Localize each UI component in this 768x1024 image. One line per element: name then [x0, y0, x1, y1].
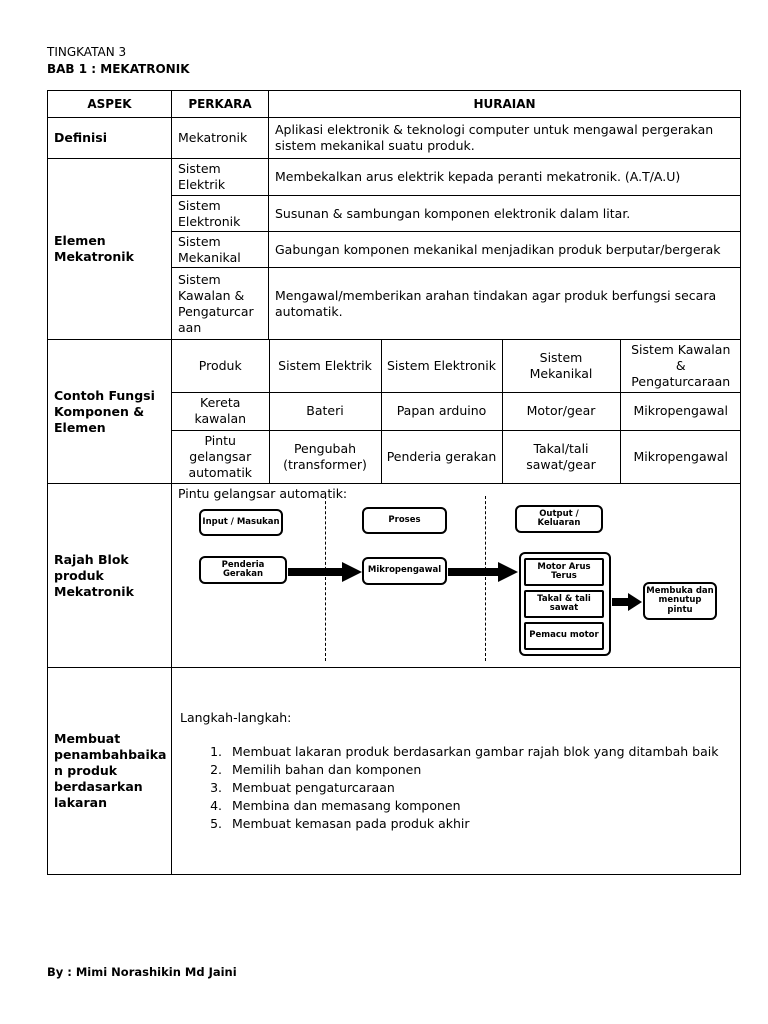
steps-cell — [172, 668, 741, 875]
result-box: Membuka dan menutup pintu — [643, 582, 717, 620]
table-row — [172, 392, 741, 430]
notes-table — [47, 90, 741, 875]
level-label: TINGKATAN 3 — [47, 45, 127, 59]
contoh-cell-mekanikal: Motor/gear — [502, 392, 620, 430]
perkara-kawalan: Sistem Kawalan & Pengaturcar aan — [172, 268, 269, 340]
contoh-cell-produk: Kereta kawalan — [172, 392, 269, 430]
aspek-elemen: Elemen Mekatronik — [48, 159, 172, 340]
contoh-col-elektronik: Sistem Elektronik — [381, 340, 502, 392]
chapter-title: BAB 1 : MEKATRONIK — [47, 62, 190, 76]
perkara-mekatronik: Mekatronik — [172, 118, 269, 159]
table-header-row — [48, 91, 741, 118]
list-item: 3. Membuat pengaturcaraan — [226, 779, 740, 797]
contoh-col-elektrik: Sistem Elektrik — [269, 340, 381, 392]
contoh-col-produk: Produk — [172, 340, 269, 392]
aspek-definisi: Definisi — [48, 118, 172, 159]
list-item: 2. Memilih bahan dan komponen — [226, 761, 740, 779]
row-rajah — [48, 484, 741, 668]
output-item-takal: Takal & tali sawat — [524, 590, 604, 618]
list-item: 4. Membina dan memasang komponen — [226, 797, 740, 815]
huraian-elektronik: Susunan & sambungan komponen elektronik dalam litar. — [269, 196, 741, 232]
contoh-cell-elektronik: Papan arduino — [381, 392, 502, 430]
author-footer: By : Mimi Norashikin Md Jaini — [47, 965, 237, 979]
arrow-right-icon — [448, 561, 520, 583]
contoh-col-mekanikal: Sistem Mekanikal — [502, 340, 620, 392]
steps-intro: Langkah-langkah: — [180, 710, 292, 725]
huraian-mekanikal: Gabungan komponen mekanikal menjadikan produk berputar/bergerak — [269, 232, 741, 268]
contoh-col-kawalan: Sistem Kawalan & Pengaturcaraan — [620, 340, 741, 392]
output-label-box: Output / Keluaran — [515, 505, 603, 533]
contoh-header-row — [172, 340, 741, 392]
contoh-cell-kawalan: Mikropengawal — [620, 430, 741, 483]
arrow-right-icon — [612, 593, 644, 611]
input-label-box: Input / Masukan — [199, 509, 283, 536]
perkara-elektronik: Sistem Elektronik — [172, 196, 269, 232]
output-item-motor: Motor Arus Terus — [524, 558, 604, 586]
aspek-membuat: Membuat penambahbaika n produk berdasarkan lakaran — [48, 668, 172, 875]
row-membuat — [48, 668, 741, 875]
output-item-pemacu: Pemacu motor — [524, 622, 604, 650]
contoh-table — [172, 340, 741, 483]
contoh-cell-kawalan: Mikropengawal — [620, 392, 741, 430]
row-definisi — [48, 118, 741, 159]
perkara-mekanikal: Sistem Mekanikal — [172, 232, 269, 268]
input-item-box: Penderia Gerakan — [199, 556, 287, 584]
rajah-cell — [172, 484, 741, 668]
aspek-contoh: Contoh Fungsi Komponen & Elemen — [48, 340, 172, 484]
block-diagram — [172, 484, 740, 666]
list-item: 5. Membuat kemasan pada produk akhir — [226, 815, 740, 833]
list-item: 1. Membuat lakaran produk berdasarkan gambar rajah blok yang ditambah baik — [226, 743, 740, 761]
header-huraian: HURAIAN — [269, 91, 741, 118]
huraian-definisi: Aplikasi elektronik & teknologi computer untuk mengawal pergerakan sistem mekanikal suatu produk. — [269, 118, 741, 159]
process-item-box: Mikropengawal — [362, 557, 447, 585]
contoh-cell — [172, 340, 741, 484]
huraian-kawalan: Mengawal/memberikan arahan tindakan agar produk berfungsi secara automatik. — [269, 268, 741, 340]
header-aspek: ASPEK — [48, 91, 172, 118]
table-row — [172, 430, 741, 483]
contoh-cell-elektrik: Bateri — [269, 392, 381, 430]
contoh-cell-elektrik: Pengubah (transformer) — [269, 430, 381, 483]
aspek-rajah: Rajah Blok produk Mekatronik — [48, 484, 172, 668]
header-perkara: PERKARA — [172, 91, 269, 118]
contoh-cell-elektronik: Penderia gerakan — [381, 430, 502, 483]
process-label-box: Proses — [362, 507, 447, 534]
huraian-elektrik: Membekalkan arus elektrik kepada peranti mekatronik. (A.T/A.U) — [269, 159, 741, 196]
diagram-caption: Pintu gelangsar automatik: — [178, 486, 348, 501]
row-elemen-elektrik — [48, 159, 741, 196]
arrow-right-icon — [288, 561, 364, 583]
steps-list — [180, 743, 740, 833]
perkara-elektrik: Sistem Elektrik — [172, 159, 269, 196]
contoh-cell-produk: Pintu gelangsar automatik — [172, 430, 269, 483]
row-contoh — [48, 340, 741, 484]
contoh-cell-mekanikal: Takal/tali sawat/gear — [502, 430, 620, 483]
